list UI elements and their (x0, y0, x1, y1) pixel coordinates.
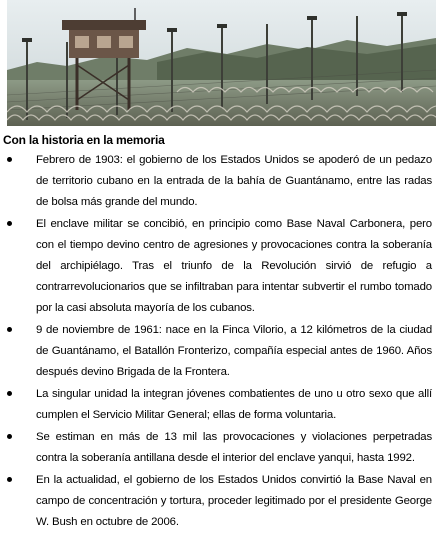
list-item-text: Febrero de 1903: el gobierno de los Estados Unidos se apoderó de un pedazo de territorio cubano en la entrada de la bahía de Guantánamo, entre las radas de bolsa más grande del mundo. (36, 154, 432, 208)
list-item-text: Se estiman en más de 13 mil las provocaciones y violaciones perpetradas contra la soberanía antillana desde el interior del enclave yanqui, hasta 1992. (36, 431, 432, 464)
bullet-icon (7, 157, 12, 162)
bullet-icon (7, 221, 12, 226)
list-item (0, 150, 432, 213)
list-item (0, 214, 432, 319)
history-bullet-list (0, 150, 432, 534)
bullet-icon (7, 477, 12, 482)
list-item (0, 320, 432, 383)
list-item (0, 470, 432, 533)
list-item-text: El enclave militar se concibió, en principio como Base Naval Carbonera, pero con el tiempo devino centro de agresiones y provocaciones contra la soberanía del archipiélago. Tras el triunfo de la Revolución sirvió de refugio a contrarrevolucionarios que se infiltraban para intentar subvertir el rumbo tomado por la casi absoluta mayoría de los cubanos. (36, 218, 432, 314)
bullet-icon (7, 434, 12, 439)
list-item-text: 9 de noviembre de 1961: nace en la Finca Vilorio, a 12 kilómetros de la ciudad de Guantánamo, el Batallón Fronterizo, compañía especial antes de 1960. Años después devino Brigada de la Frontera. (36, 324, 432, 378)
bullet-icon (7, 391, 12, 396)
bullet-icon (7, 327, 12, 332)
list-item-text: La singular unidad la integran jóvenes combatientes de uno u otro sexo que allí cumplen el Servicio Militar General; ellas de forma voluntaria. (36, 388, 432, 421)
section-heading: Con la historia en la memoria (3, 133, 165, 147)
guantanamo-watchtower-photo (7, 0, 436, 126)
list-item (0, 427, 432, 469)
list-item (0, 384, 432, 426)
list-item-text: En la actualidad, el gobierno de los Estados Unidos convirtió la Base Naval en campo de concentración y tortura, proceder legitimado por el presidente George W. Bush en octubre de 2006. (36, 474, 432, 528)
